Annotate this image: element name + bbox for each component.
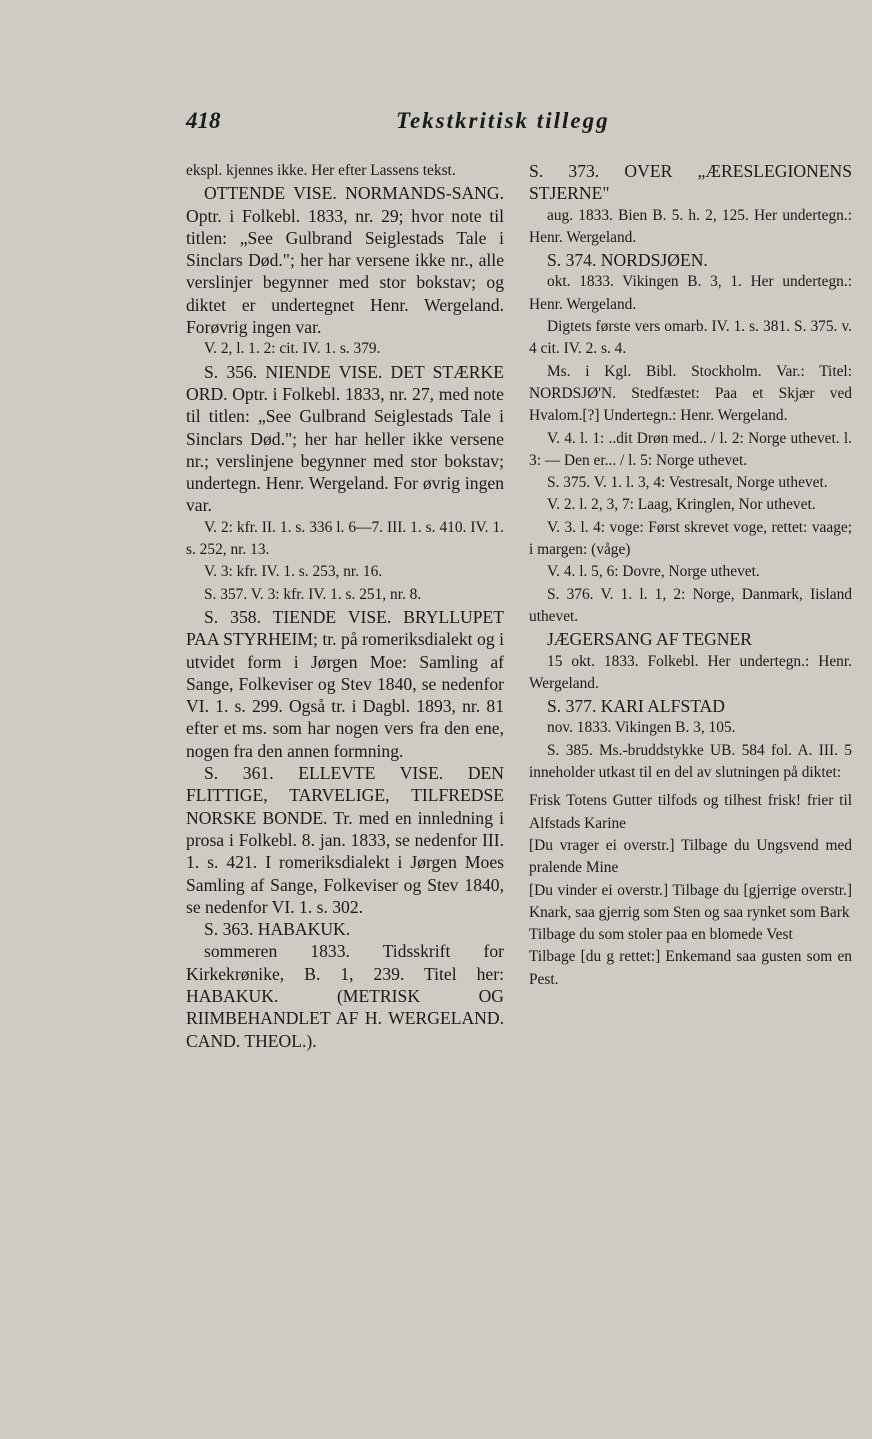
variant-note: V. 4. l. 5, 6: Dovre, Norge uthevet. <box>547 563 760 581</box>
running-header <box>186 108 852 144</box>
section-entry: S. 361. ELLEVTE VISE. DEN FLITTIGE, TARVELIGE, TILFREDSE NORSKE BONDE. Tr. med en innledning i prosa i Folkebl. 8. jan. 1833, se nedenfor III. 1. s. 421. I romeriksdialekt i Jørgen Moes Samling af Sange, Folkeviser og Stev 1840, se nedenfor VI. 1. s. 302. <box>186 763 504 917</box>
variant-note: V. 3. l. 4: voge: Først skrevet voge, rettet: vaage; i margen: (våge) <box>529 518 852 559</box>
paragraph: 15 okt. 1833. Folkebl. Her undertegn.: Henr. Wergeland. <box>529 652 852 692</box>
section-heading: S. 374. NORDSJØEN. <box>547 250 708 271</box>
variant-note: V. 2. l. 2, 3, 7: Laag, Kringlen, Nor uthevet. <box>547 496 816 514</box>
variant-note: V. 3: kfr. IV. 1. s. 253, nr. 16. <box>204 563 383 581</box>
variant-note: S. 375. V. 1. l. 3, 4: Vestresalt, Norge uthevet. <box>547 474 828 492</box>
section-entry: S. 356. NIENDE VISE. DET STÆRKE ORD. Optr. i Folkebl. 1833, nr. 27, med note til titlen: „See Gulbrand Seiglestads Tale i Sinclars Død."; her har heller ikke versene nr.; verslinjene begynner med stor bokstav; undertegn. Henr. Wergeland. For øvrig ingen var. <box>186 361 504 516</box>
right-column <box>529 160 852 991</box>
variant-note: S. 357. V. 3: kfr. IV. 1. s. 251, nr. 8. <box>204 585 422 603</box>
page-number: 418 <box>186 108 221 133</box>
paragraph: nov. 1833. Vikingen B. 3, 105. <box>547 719 736 737</box>
paragraph: sommeren 1833. Tidsskrift for Kirkekrønike, B. 1, 239. Titel her: HABAKUK. (METRISK OG RIIMBEHANDLET AF H. WERGELAND. CAND. THEOL.). <box>186 941 504 1051</box>
section-heading: S. 377. KARI ALFSTAD <box>547 696 725 717</box>
running-title: Tekstkritisk tillegg <box>396 108 610 133</box>
section-heading: S. 363. HABAKUK. <box>204 919 351 940</box>
paragraph: aug. 1833. Bien B. 5. h. 2, 125. Her undertegn.: Henr. Wergeland. <box>529 206 852 246</box>
verse-line: Frisk Totens Gutter tilfods og tilhest frisk! frier til Alfstads Karine <box>529 792 852 832</box>
variant-note: V. 2, l. 1. 2: cit. IV. 1. s. 379. <box>204 340 381 358</box>
paragraph: S. 385. Ms.-bruddstykke UB. 584 fol. A. III. 5 inneholder utkast til en del av slutningen på diktet: <box>529 741 852 782</box>
verse-line: [Du vinder ei overstr.] Tilbage du [gjerrige overstr.] Knark, saa gjerrig som Sten og saa rynket som Bark <box>529 881 852 921</box>
variant-note: S. 376. V. 1. l. 1, 2: Norge, Danmark, Iisland uthevet. <box>529 585 852 625</box>
section-entry: S. 358. TIENDE VISE. BRYLLUPET PAA STYRHEIM; tr. på romeriksdialekt og i utvidet form i Jørgen Moe: Samling af Sange, Folkeviser og Stev 1840, se nedenfor VI. 1. s. 299. Også tr. i Dagbl. 1893, nr. 81 efter et ms. som har nogen vers fra den ene, nogen fra den annen formning. <box>186 606 504 761</box>
paragraph: okt. 1833. Vikingen B. 3, 1. Her undertegn.: Henr. Wergeland. <box>529 273 852 313</box>
section-entry: OTTENDE VISE. NORMANDS-SANG. Optr. i Folkebl. 1833, nr. 29; hvor note til titlen: „See Gulbrand Seiglestads Tale i Sinclars Død."; her har versene ikke nr., alle verslinjer begynner med stor bokstav; og diktet er undertegnet Henr. Wergeland. Forøvrig ingen var. <box>186 183 504 338</box>
variant-note: V. 2: kfr. II. 1. s. 336 l. 6—7. III. 1. s. 410. IV. 1. s. 252, nr. 13. <box>186 518 504 559</box>
paragraph: Ms. i Kgl. Bibl. Stockholm. Var.: Titel: NORDSJØ'N. Stedfæstet: Paa et Skjær ved Hvalom.[?] Undertegn.: Henr. Wergeland. <box>529 362 852 425</box>
paragraph: Digtets første vers omarb. IV. 1. s. 381. S. 375. v. 4 cit. IV. 2. s. 4. <box>529 318 852 358</box>
section-heading: JÆGERSANG AF TEGNER <box>547 629 752 650</box>
variant-note: V. 4. l. 1: ..dit Drøn med.. / l. 2: Norge uthevet. l. 3: — Den er... / l. 5: Norge uthevet. <box>529 429 852 469</box>
verse-line: [Du vrager ei overstr.] Tilbage du Ungsvend med pralende Mine <box>529 836 852 877</box>
left-column <box>186 160 504 1052</box>
verse-line: Tilbage du som stoler paa en blomede Vest <box>529 926 793 944</box>
paragraph: ekspl. kjennes ikke. Her efter Lassens tekst. <box>186 162 456 179</box>
section-heading: S. 373. OVER „ÆRESLEGIONENS STJERNE" <box>529 161 852 204</box>
verse-line: Tilbage [du g rettet:] Enkemand saa gusten som en Pest. <box>529 948 852 988</box>
